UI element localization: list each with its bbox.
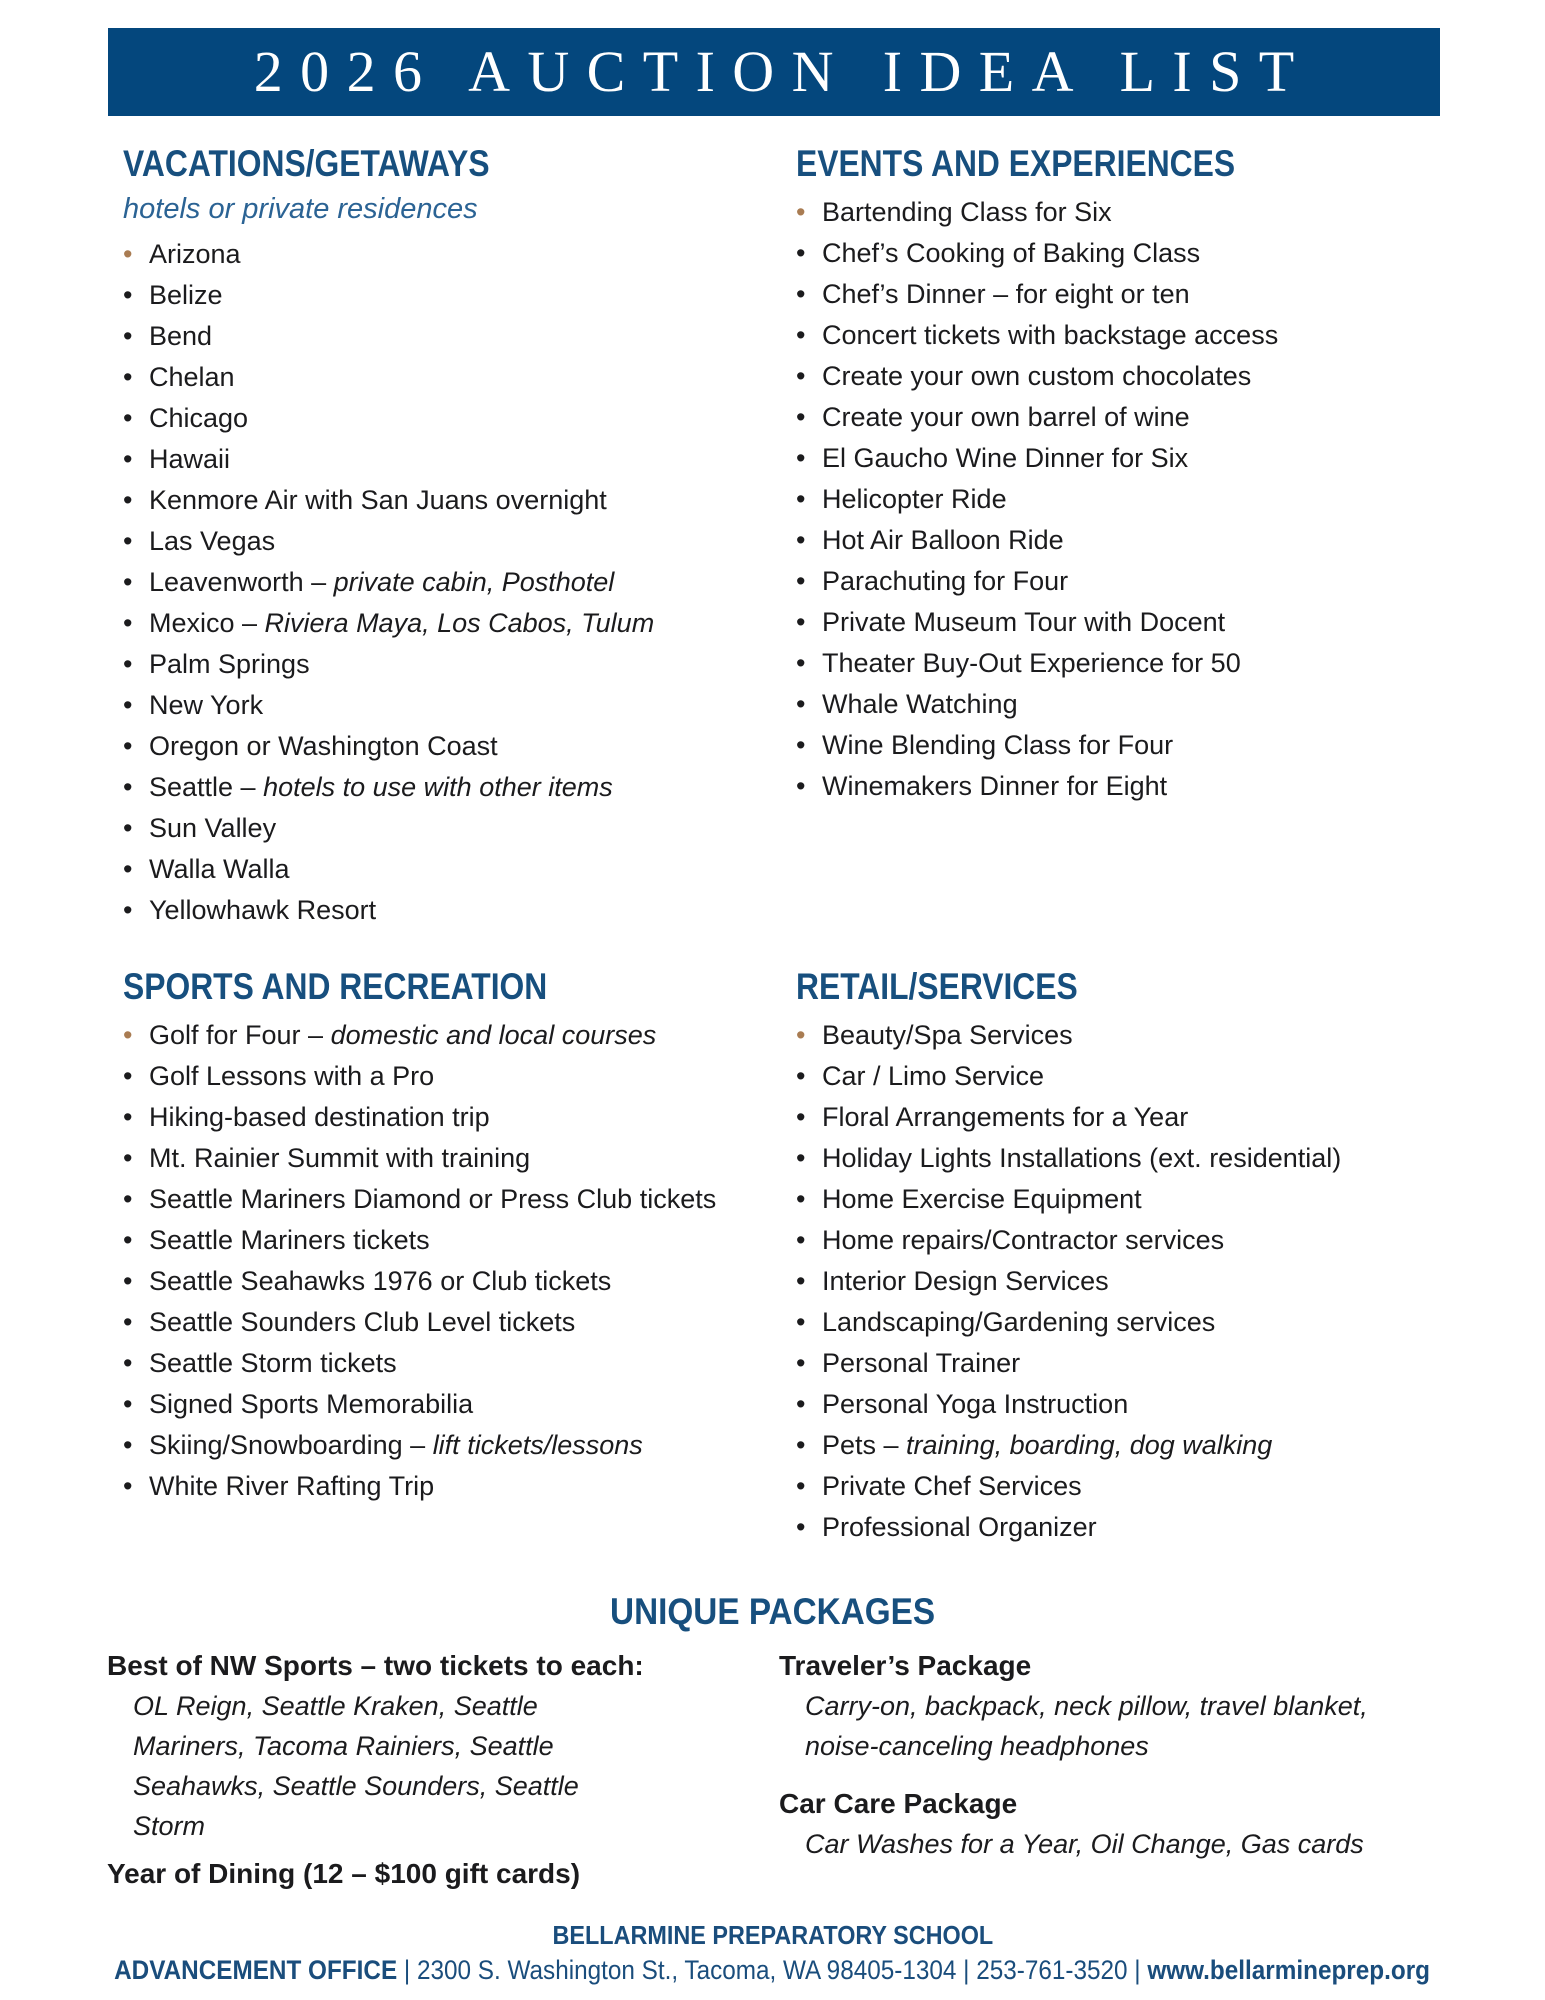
bullet-icon: •	[123, 1020, 133, 1050]
item-text: Concert tickets with backstage access	[822, 320, 1279, 350]
item-text: White River Rafting Trip	[149, 1471, 435, 1501]
list-item	[796, 315, 1445, 356]
package-name: Car Care Package	[779, 1788, 1018, 1819]
bullet-icon: •	[123, 321, 133, 351]
list-item	[796, 766, 1445, 807]
item-text: Seattle Mariners tickets	[149, 1225, 430, 1255]
list-item	[123, 1179, 735, 1220]
item-text: Chelan	[149, 362, 235, 392]
item-text: Create your own custom chocolates	[822, 361, 1252, 391]
item-text: Professional Organizer	[822, 1512, 1097, 1542]
item-text: Personal Yoga Instruction	[822, 1389, 1129, 1419]
item-text: Wine Blending Class for Four	[822, 730, 1174, 760]
contact-line	[0, 1953, 1545, 1988]
list-item	[123, 849, 735, 890]
list-item	[796, 1056, 1445, 1097]
bullet-icon: •	[796, 1020, 806, 1050]
bullet-icon: •	[796, 1430, 806, 1460]
list-item	[123, 1015, 735, 1056]
item-text: El Gaucho Wine Dinner for Six	[822, 443, 1189, 473]
item-text: Mt. Rainier Summit with training	[149, 1143, 531, 1173]
item-text: Bartending Class for Six	[822, 197, 1112, 227]
bullet-icon: •	[123, 1225, 133, 1255]
bullet-icon: •	[123, 1430, 133, 1460]
list-item	[796, 356, 1445, 397]
item-text: Whale Watching	[822, 689, 1018, 719]
item-text: Sun Valley	[149, 813, 277, 843]
item-text: Helicopter Ride	[822, 484, 1007, 514]
list-item	[796, 1015, 1445, 1056]
section-unique-packages	[0, 1590, 1545, 1902]
item-text: Personal Trainer	[822, 1348, 1021, 1378]
unique-packages-right-column	[779, 1646, 1379, 1882]
bullet-icon: •	[796, 648, 806, 678]
list-item	[796, 233, 1445, 274]
item-text: Oregon or Washington Coast	[149, 731, 498, 761]
package-details: Carry-on, backpack, neck pillow, travel blanket, noise-canceling headphones	[805, 1691, 1368, 1761]
item-text: Mexico – Riviera Maya, Los Cabos, Tulum	[149, 608, 655, 638]
package-details: Car Washes for a Year, Oil Change, Gas cards	[805, 1829, 1364, 1859]
section-title: EVENTS AND EXPERIENCES	[796, 143, 1236, 184]
list-item	[123, 398, 735, 439]
list-item	[123, 1384, 735, 1425]
bullet-icon: •	[796, 525, 806, 555]
item-text: Yellowhawk Resort	[149, 895, 377, 925]
item-text: Bend	[149, 321, 213, 351]
item-text: Belize	[149, 280, 223, 310]
package-name: Best of NW Sports – two tickets to each:	[107, 1650, 644, 1681]
package-name: Traveler’s Package	[779, 1650, 1032, 1681]
package	[107, 1854, 652, 1894]
item-text: Landscaping/Gardening services	[822, 1307, 1216, 1337]
item-text: Seattle Storm tickets	[149, 1348, 397, 1378]
section-vacations-getaways	[123, 142, 773, 931]
item-text: Skiing/Snowboarding – lift tickets/lessons	[149, 1430, 643, 1460]
bullet-icon: •	[123, 526, 133, 556]
section-title: RETAIL/SERVICES	[796, 966, 1078, 1007]
item-text: Walla Walla	[149, 854, 290, 884]
bullet-icon: •	[123, 854, 133, 884]
list-item	[123, 808, 735, 849]
category-columns	[123, 142, 1545, 1548]
list-item	[796, 1097, 1445, 1138]
page-title: 2026 AUCTION IDEA LIST	[253, 39, 1312, 104]
list-item	[796, 1466, 1445, 1507]
bullet-icon: •	[796, 1512, 806, 1542]
list-item	[123, 1261, 735, 1302]
item-text: Pets – training, boarding, dog walking	[822, 1430, 1273, 1460]
list-item	[123, 1466, 735, 1507]
item-text: Kenmore Air with San Juans overnight	[149, 485, 607, 515]
bullet-icon: •	[123, 485, 133, 515]
page-footer	[0, 1918, 1545, 1988]
unique-packages-left-column	[107, 1646, 652, 1902]
bullet-icon: •	[796, 402, 806, 432]
list-item	[123, 1343, 735, 1384]
list-item	[123, 521, 735, 562]
school-name: BELLARMINE PREPARATORY SCHOOL	[552, 1920, 993, 1950]
bullet-icon: •	[123, 813, 133, 843]
bullet-icon: •	[123, 444, 133, 474]
bullet-icon: •	[796, 1184, 806, 1214]
item-text: Palm Springs	[149, 649, 310, 679]
section-subtitle: hotels or private residences	[123, 193, 478, 225]
list-item	[796, 438, 1445, 479]
bullet-icon: •	[123, 1389, 133, 1419]
bullet-icon: •	[123, 1471, 133, 1501]
bullet-icon: •	[123, 1266, 133, 1296]
title-banner	[108, 28, 1440, 116]
list-item	[123, 1138, 735, 1179]
bullet-icon: •	[796, 1471, 806, 1501]
bullet-icon: •	[123, 403, 133, 433]
package-name: Year of Dining (12 – $100 gift cards)	[107, 1858, 581, 1889]
list-item	[796, 643, 1445, 684]
bullet-icon: •	[123, 895, 133, 925]
list-item	[123, 562, 735, 603]
list-item	[796, 1138, 1445, 1179]
list-item	[796, 684, 1445, 725]
list-item	[796, 1384, 1445, 1425]
address-phone-text: | 2300 S. Washington St., Tacoma, WA 98405-1304 | 253-761-3520 |	[397, 1955, 1148, 1985]
item-text: Home Exercise Equipment	[822, 1184, 1142, 1214]
list-item	[796, 397, 1445, 438]
package	[779, 1784, 1379, 1864]
item-text: Winemakers Dinner for Eight	[822, 771, 1168, 801]
bullet-icon: •	[796, 1102, 806, 1132]
item-text: Theater Buy-Out Experience for 50	[822, 648, 1241, 678]
bullet-icon: •	[123, 608, 133, 638]
list-item	[796, 725, 1445, 766]
bullet-icon: •	[796, 566, 806, 596]
list-item	[796, 520, 1445, 561]
item-text: Hawaii	[149, 444, 231, 474]
section-retail-services	[796, 965, 1445, 1548]
item-text: Seattle Mariners Diamond or Press Club tickets	[149, 1184, 717, 1214]
list-item	[123, 1425, 735, 1466]
bullet-icon: •	[796, 238, 806, 268]
list-item	[796, 274, 1445, 315]
bullet-icon: •	[796, 484, 806, 514]
list-item	[123, 644, 735, 685]
list-item	[123, 316, 735, 357]
item-text: Create your own barrel of wine	[822, 402, 1190, 432]
bullet-icon: •	[123, 1061, 133, 1091]
unique-packages-columns	[107, 1646, 1545, 1902]
item-text: Private Museum Tour with Docent	[822, 607, 1226, 637]
item-text: Hiking-based destination trip	[149, 1102, 490, 1132]
item-list	[123, 234, 735, 931]
item-text: Interior Design Services	[822, 1266, 1109, 1296]
item-text: Hot Air Balloon Ride	[822, 525, 1064, 555]
item-text: Chef’s Dinner – for eight or ten	[822, 279, 1190, 309]
bullet-icon: •	[796, 279, 806, 309]
bullet-icon: •	[796, 771, 806, 801]
item-list	[796, 1015, 1445, 1548]
package	[779, 1646, 1379, 1766]
bullet-icon: •	[796, 1225, 806, 1255]
bullet-icon: •	[796, 1348, 806, 1378]
item-text: Chicago	[149, 403, 249, 433]
item-text: Private Chef Services	[822, 1471, 1082, 1501]
list-item	[796, 1220, 1445, 1261]
item-text: Signed Sports Memorabilia	[149, 1389, 474, 1419]
package	[107, 1646, 652, 1846]
bullet-icon: •	[796, 1307, 806, 1337]
list-item	[123, 1220, 735, 1261]
unique-packages-title: UNIQUE PACKAGES	[609, 1591, 936, 1632]
bullet-icon: •	[123, 1102, 133, 1132]
bullet-icon: •	[123, 567, 133, 597]
list-item	[123, 685, 735, 726]
item-text: Seattle – hotels to use with other items	[149, 772, 613, 802]
bullet-icon: •	[796, 689, 806, 719]
list-item	[796, 1261, 1445, 1302]
list-item	[123, 357, 735, 398]
list-item	[123, 439, 735, 480]
list-item	[123, 767, 735, 808]
list-item	[796, 1425, 1445, 1466]
item-text: Seattle Seahawks 1976 or Club tickets	[149, 1266, 612, 1296]
item-text: Home repairs/Contractor services	[822, 1225, 1225, 1255]
bullet-icon: •	[796, 361, 806, 391]
item-text: Car / Limo Service	[822, 1061, 1045, 1091]
bullet-icon: •	[123, 362, 133, 392]
bullet-icon: •	[796, 1266, 806, 1296]
bullet-icon: •	[796, 197, 806, 227]
section-title: VACATIONS/GETAWAYS	[123, 143, 490, 184]
list-item	[123, 275, 735, 316]
item-text: Leavenworth – private cabin, Posthotel	[149, 567, 615, 597]
bullet-icon: •	[796, 607, 806, 637]
item-text: Golf for Four – domestic and local courses	[149, 1020, 657, 1050]
list-item	[796, 1302, 1445, 1343]
item-text: Arizona	[149, 239, 241, 269]
bullet-icon: •	[796, 1061, 806, 1091]
list-item	[123, 726, 735, 767]
bullet-icon: •	[796, 1143, 806, 1173]
list-item	[123, 1056, 735, 1097]
list-item	[796, 1179, 1445, 1220]
bullet-icon: •	[123, 239, 133, 269]
list-item	[123, 1302, 735, 1343]
package-details: OL Reign, Seattle Kraken, Seattle Mariners, Tacoma Rainiers, Seattle Seahawks, Seattle Sounders, Seattle Storm	[133, 1691, 579, 1841]
bullet-icon: •	[123, 280, 133, 310]
bullet-icon: •	[123, 731, 133, 761]
bullet-icon: •	[123, 1143, 133, 1173]
item-text: Las Vegas	[149, 526, 276, 556]
item-text: Golf Lessons with a Pro	[149, 1061, 435, 1091]
item-text: Floral Arrangements for a Year	[822, 1102, 1189, 1132]
list-item	[796, 192, 1445, 233]
list-item	[123, 890, 735, 931]
list-item	[796, 479, 1445, 520]
item-list	[123, 1015, 735, 1507]
bullet-icon: •	[123, 1184, 133, 1214]
bullet-icon: •	[123, 772, 133, 802]
list-item	[796, 1343, 1445, 1384]
section-sports-and-recreation	[123, 965, 773, 1507]
item-text: Chef’s Cooking of Baking Class	[822, 238, 1201, 268]
item-text: Seattle Sounders Club Level tickets	[149, 1307, 576, 1337]
bullet-icon: •	[123, 690, 133, 720]
bullet-icon: •	[796, 320, 806, 350]
item-text: Parachuting for Four	[822, 566, 1069, 596]
bullet-icon: •	[123, 1348, 133, 1378]
item-text: Holiday Lights Installations (ext. residential)	[822, 1143, 1342, 1173]
section-events-and-experiences	[796, 142, 1445, 807]
list-item	[796, 602, 1445, 643]
list-item	[123, 603, 735, 644]
item-list	[796, 192, 1445, 807]
list-item	[796, 561, 1445, 602]
list-item	[123, 480, 735, 521]
list-item	[796, 1507, 1445, 1548]
item-text: Beauty/Spa Services	[822, 1020, 1073, 1050]
bullet-icon: •	[123, 1307, 133, 1337]
advancement-office-label: ADVANCEMENT OFFICE	[114, 1955, 398, 1985]
item-text: New York	[149, 690, 264, 720]
bullet-icon: •	[796, 730, 806, 760]
website-text: www.bellarmineprep.org	[1147, 1955, 1431, 1985]
bullet-icon: •	[796, 1389, 806, 1419]
list-item	[123, 234, 735, 275]
section-title: SPORTS AND RECREATION	[123, 966, 548, 1007]
bullet-icon: •	[796, 443, 806, 473]
list-item	[123, 1097, 735, 1138]
bullet-icon: •	[123, 649, 133, 679]
